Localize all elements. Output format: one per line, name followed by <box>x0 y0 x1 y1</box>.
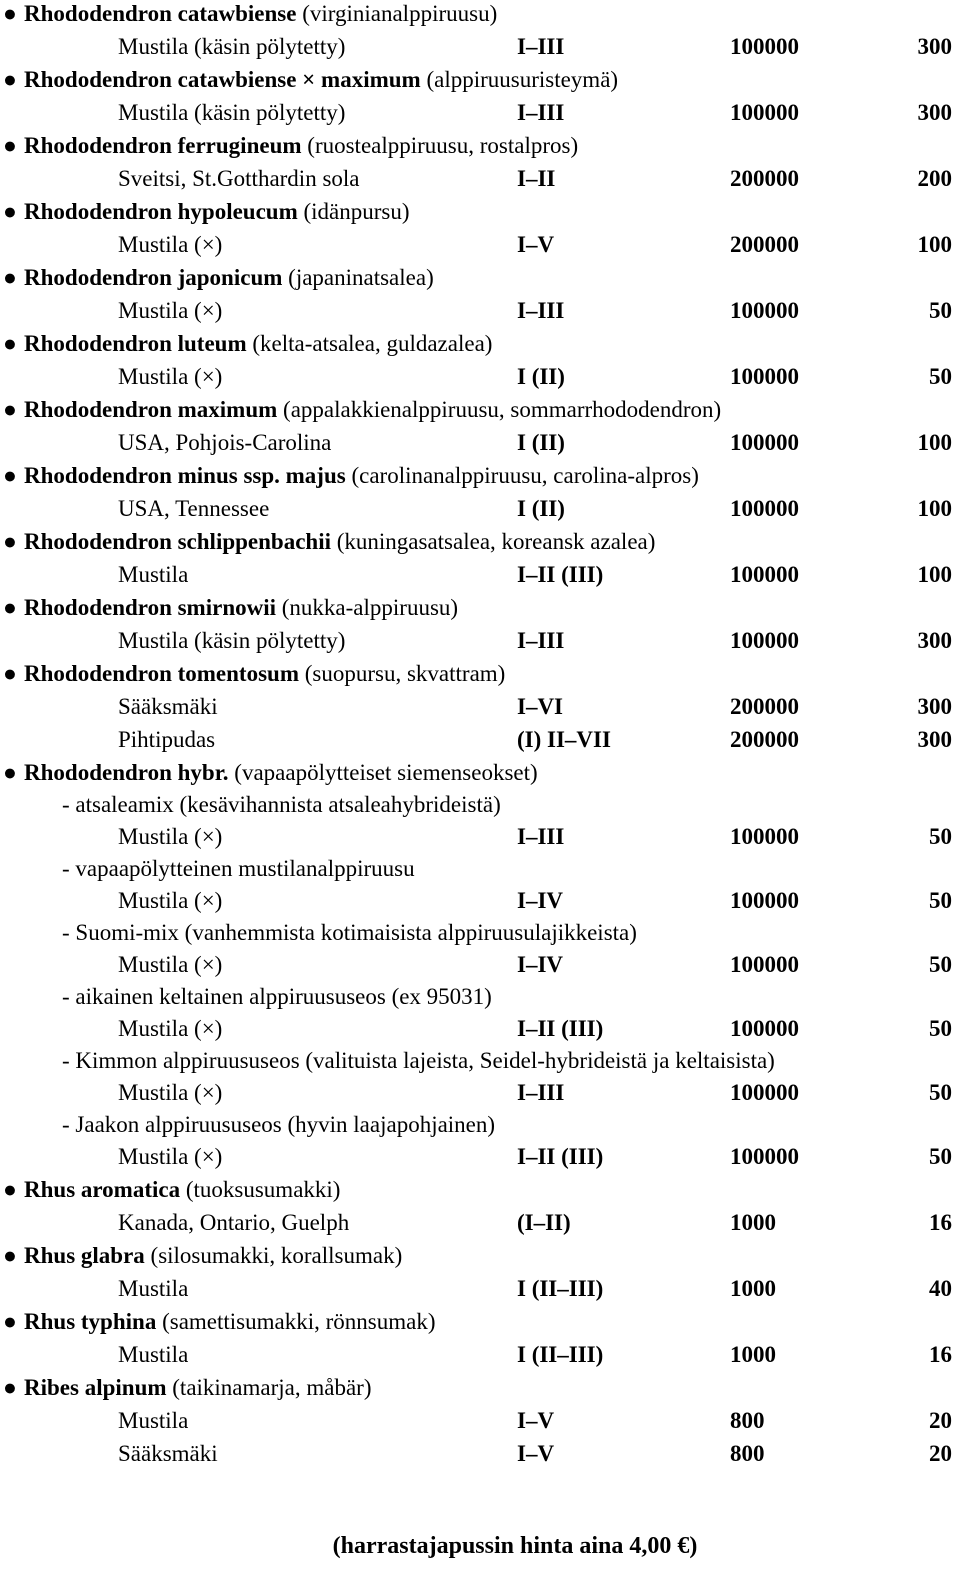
seed-class: I–II (III) <box>517 1016 604 1041</box>
species-entry <box>0 1305 960 1338</box>
origin-location: Pihtipudas <box>118 727 216 752</box>
seed-class: I–II (III) <box>517 562 604 587</box>
seed-class: I–V <box>517 232 555 257</box>
bullet-icon: ● <box>3 661 17 686</box>
seed-quantity: 800 <box>730 1441 765 1466</box>
species-entry <box>0 591 960 624</box>
seed-class: I (II) <box>517 364 565 389</box>
bullet-icon: ● <box>3 1 17 26</box>
seed-class: (I–II) <box>517 1210 571 1235</box>
species-heading <box>24 195 410 228</box>
seed-lot-row <box>0 690 960 723</box>
species-entry <box>0 459 960 492</box>
origin-location: Sääksmäki <box>118 694 218 719</box>
species-entry <box>0 525 960 558</box>
seed-quantity: 100000 <box>730 952 799 977</box>
seed-lot-row <box>0 426 960 459</box>
species-entry <box>0 327 960 360</box>
species-entry <box>0 1173 960 1206</box>
seed-class: I (II) <box>517 430 565 455</box>
seed-lot-row <box>0 96 960 129</box>
seed-lot-row <box>0 1272 960 1305</box>
species-heading <box>24 657 505 690</box>
common-names: (tuoksusumakki) <box>185 1177 341 1202</box>
species-entry <box>0 195 960 228</box>
seed-quantity: 100000 <box>730 628 799 653</box>
price: 20 <box>929 1441 952 1466</box>
seed-lot-row <box>0 948 960 981</box>
seed-quantity: 200000 <box>730 166 799 191</box>
species-heading <box>24 63 618 96</box>
origin-location: Mustila (×) <box>118 952 223 977</box>
common-names: (taikinamarja, måbär) <box>172 1375 372 1400</box>
scientific-name: Rhododendron hypoleucum <box>24 199 298 224</box>
price: 300 <box>917 34 952 59</box>
species-heading <box>24 525 655 558</box>
species-heading <box>24 393 721 426</box>
seed-lot-row <box>0 884 960 917</box>
seed-class: I–V <box>517 1441 555 1466</box>
seed-lot-row <box>0 360 960 393</box>
species-heading <box>24 327 492 360</box>
seed-class: I–V <box>517 1408 555 1433</box>
species-heading <box>24 0 497 30</box>
species-heading <box>24 1239 402 1272</box>
seed-quantity: 100000 <box>730 364 799 389</box>
seed-quantity: 100000 <box>730 100 799 125</box>
origin-location: Mustila <box>118 1342 189 1367</box>
common-names: (idänpursu) <box>303 199 410 224</box>
seed-lot-row <box>0 1012 960 1045</box>
seed-class: I–VI <box>517 694 564 719</box>
seed-quantity: 800 <box>730 1408 765 1433</box>
scientific-name: Rhododendron smirnowii <box>24 595 277 620</box>
seed-quantity: 200000 <box>730 727 799 752</box>
seed-quantity: 100000 <box>730 562 799 587</box>
seed-class: I–II <box>517 166 556 191</box>
price: 50 <box>929 298 952 323</box>
scientific-name: Rhus typhina <box>24 1309 157 1334</box>
origin-location: Mustila (käsin pölytetty) <box>118 34 346 59</box>
price: 20 <box>929 1408 952 1433</box>
common-names: (kelta-atsalea, guldazalea) <box>252 331 493 356</box>
seed-mix-name: - aikainen keltainen alppiruususeos (ex 95031) <box>62 984 492 1009</box>
seed-quantity: 100000 <box>730 496 799 521</box>
seed-lot-row <box>0 1404 960 1437</box>
origin-location: Mustila (×) <box>118 364 223 389</box>
origin-location: Mustila <box>118 1408 189 1433</box>
seed-lot-row <box>0 1206 960 1239</box>
price: 300 <box>917 727 952 752</box>
seed-quantity: 1000 <box>730 1210 776 1235</box>
seed-quantity: 100000 <box>730 888 799 913</box>
origin-location: Mustila (×) <box>118 888 223 913</box>
seed-quantity: 100000 <box>730 1080 799 1105</box>
species-entry <box>0 393 960 426</box>
scientific-name: Rhododendron catawbiense <box>24 1 297 26</box>
price: 50 <box>929 824 952 849</box>
origin-location: Mustila <box>118 562 189 587</box>
bullet-icon: ● <box>3 1375 17 1400</box>
species-entry <box>0 1371 960 1404</box>
species-entry <box>0 63 960 96</box>
seed-class: I–IV <box>517 952 564 977</box>
species-heading <box>24 459 699 492</box>
species-heading <box>24 261 434 294</box>
scientific-name: Rhus aromatica <box>24 1177 181 1202</box>
seed-lot-row <box>0 624 960 657</box>
seed-quantity: 100000 <box>730 824 799 849</box>
species-heading <box>24 129 578 162</box>
scientific-name: Rhododendron japonicum <box>24 265 283 290</box>
scientific-name: Rhododendron ferrugineum <box>24 133 302 158</box>
seed-quantity: 100000 <box>730 1144 799 1169</box>
bullet-icon: ● <box>3 529 17 554</box>
origin-location: Mustila (käsin pölytetty) <box>118 628 346 653</box>
origin-location: USA, Tennessee <box>118 496 270 521</box>
species-heading <box>24 591 458 624</box>
common-names: (appalakkienalppiruusu, sommarrhododendron) <box>283 397 722 422</box>
bullet-icon: ● <box>3 397 17 422</box>
price: 300 <box>917 694 952 719</box>
price: 50 <box>929 1016 952 1041</box>
hobby-packet-price-note: (harrastajapussin hinta aina 4,00 €) <box>332 1533 698 1559</box>
bullet-icon: ● <box>3 331 17 356</box>
origin-location: Mustila (×) <box>118 232 223 257</box>
price: 50 <box>929 1080 952 1105</box>
scientific-name: Ribes alpinum <box>24 1375 167 1400</box>
origin-location: Mustila (×) <box>118 298 223 323</box>
price: 300 <box>917 100 952 125</box>
origin-location: Mustila <box>118 1276 189 1301</box>
common-names: (vapaapölytteiset siemenseokset) <box>234 760 538 785</box>
origin-location: Mustila (×) <box>118 824 223 849</box>
seed-class: I (II–III) <box>517 1276 604 1301</box>
seed-lot-row <box>0 228 960 261</box>
bullet-icon: ● <box>3 463 17 488</box>
seed-quantity: 200000 <box>730 694 799 719</box>
price: 100 <box>917 562 952 587</box>
common-names: (japaninatsalea) <box>288 265 434 290</box>
common-names: (carolinanalppiruusu, carolina-alpros) <box>351 463 699 488</box>
species-entry <box>0 1239 960 1272</box>
bullet-icon: ● <box>3 1243 17 1268</box>
common-names: (suopursu, skvattram) <box>304 661 506 686</box>
price: 50 <box>929 888 952 913</box>
seed-lot-row <box>0 1338 960 1371</box>
origin-location: Kanada, Ontario, Guelph <box>118 1210 350 1235</box>
seed-quantity: 100000 <box>730 430 799 455</box>
origin-location: Mustila (×) <box>118 1080 223 1105</box>
seed-lot-row <box>0 162 960 195</box>
scientific-name: Rhododendron minus ssp. majus <box>24 463 346 488</box>
bullet-icon: ● <box>3 67 17 92</box>
price: 300 <box>917 628 952 653</box>
species-entry <box>0 657 960 690</box>
seed-mix-name: - atsaleamix (kesävihannista atsaleahybrideistä) <box>62 792 501 817</box>
price: 16 <box>929 1210 952 1235</box>
seed-lot-row <box>0 820 960 853</box>
seed-mix-name: - Kimmon alppiruususeos (valituista lajeista, Seidel-hybrideistä ja keltaisista) <box>62 1048 775 1073</box>
common-names: (samettisumakki, rönnsumak) <box>162 1309 436 1334</box>
bullet-icon: ● <box>3 133 17 158</box>
bullet-icon: ● <box>3 1177 17 1202</box>
common-names: (nukka-alppiruusu) <box>281 595 459 620</box>
seed-class: I–III <box>517 1080 565 1105</box>
scientific-name: Rhododendron luteum <box>24 331 247 356</box>
price: 40 <box>929 1276 952 1301</box>
scientific-name: Rhododendron hybr. <box>24 760 229 785</box>
bullet-icon: ● <box>3 760 17 785</box>
seed-class: I–III <box>517 100 565 125</box>
bullet-icon: ● <box>3 1309 17 1334</box>
seed-class: I–II (III) <box>517 1144 604 1169</box>
species-entry <box>0 129 960 162</box>
species-entry <box>0 261 960 294</box>
origin-location: USA, Pohjois-Carolina <box>118 430 332 455</box>
scientific-name: Rhus glabra <box>24 1243 145 1268</box>
common-names: (virginianalppiruusu) <box>302 1 498 26</box>
seed-lot-row <box>0 294 960 327</box>
seed-lot-row <box>0 1076 960 1109</box>
seed-lot-row <box>0 1437 960 1470</box>
species-heading <box>24 756 538 789</box>
seed-mix-name: - vapaapölytteinen mustilanalppiruusu <box>62 856 415 881</box>
price: 200 <box>917 166 952 191</box>
species-heading <box>24 1305 435 1338</box>
seed-quantity: 100000 <box>730 34 799 59</box>
bullet-icon: ● <box>3 595 17 620</box>
bullet-icon: ● <box>3 265 17 290</box>
price: 50 <box>929 1144 952 1169</box>
seed-quantity: 1000 <box>730 1276 776 1301</box>
seed-quantity: 1000 <box>730 1342 776 1367</box>
common-names: (alppiruusuristeymä) <box>426 67 619 92</box>
common-names: (silosumakki, korallsumak) <box>150 1243 403 1268</box>
seed-class: I–III <box>517 628 565 653</box>
seed-lot-row <box>0 30 960 63</box>
origin-location: Mustila (×) <box>118 1144 223 1169</box>
common-names: (kuningasatsalea, koreansk azalea) <box>336 529 656 554</box>
scientific-name: Rhododendron schlippenbachii <box>24 529 331 554</box>
origin-location: Mustila (käsin pölytetty) <box>118 100 346 125</box>
seed-class: I (II) <box>517 496 565 521</box>
species-entry <box>0 756 960 789</box>
seed-class: I–IV <box>517 888 564 913</box>
seed-lot-row <box>0 558 960 591</box>
seed-class: I–III <box>517 34 565 59</box>
seed-class: I (II–III) <box>517 1342 604 1367</box>
origin-location: Sääksmäki <box>118 1441 218 1466</box>
seed-mix-name: - Suomi-mix (vanhemmista kotimaisista alppiruusulajikkeista) <box>62 920 637 945</box>
seed-class: I–III <box>517 824 565 849</box>
price: 50 <box>929 952 952 977</box>
origin-location: Mustila (×) <box>118 1016 223 1041</box>
bullet-icon: ● <box>3 199 17 224</box>
origin-location: Sveitsi, St.Gotthardin sola <box>118 166 360 191</box>
price: 50 <box>929 364 952 389</box>
price: 16 <box>929 1342 952 1367</box>
price: 100 <box>917 232 952 257</box>
seed-lot-row <box>0 492 960 525</box>
seed-quantity: 100000 <box>730 298 799 323</box>
seed-class: (I) II–VII <box>517 727 611 752</box>
species-heading <box>24 1173 340 1206</box>
seed-mix-name: - Jaakon alppiruususeos (hyvin laajapohjainen) <box>62 1112 496 1137</box>
species-entry <box>0 0 960 30</box>
seed-class: I–III <box>517 298 565 323</box>
price: 100 <box>917 496 952 521</box>
common-names: (ruostealppiruusu, rostalpros) <box>307 133 579 158</box>
seed-lot-row <box>0 723 960 756</box>
scientific-name: Rhododendron tomentosum <box>24 661 299 686</box>
scientific-name: Rhododendron maximum <box>24 397 278 422</box>
scientific-name: Rhododendron catawbiense × maximum <box>24 67 421 92</box>
seed-lot-row <box>0 1140 960 1173</box>
seed-quantity: 100000 <box>730 1016 799 1041</box>
seed-quantity: 200000 <box>730 232 799 257</box>
species-heading <box>24 1371 372 1404</box>
price: 100 <box>917 430 952 455</box>
